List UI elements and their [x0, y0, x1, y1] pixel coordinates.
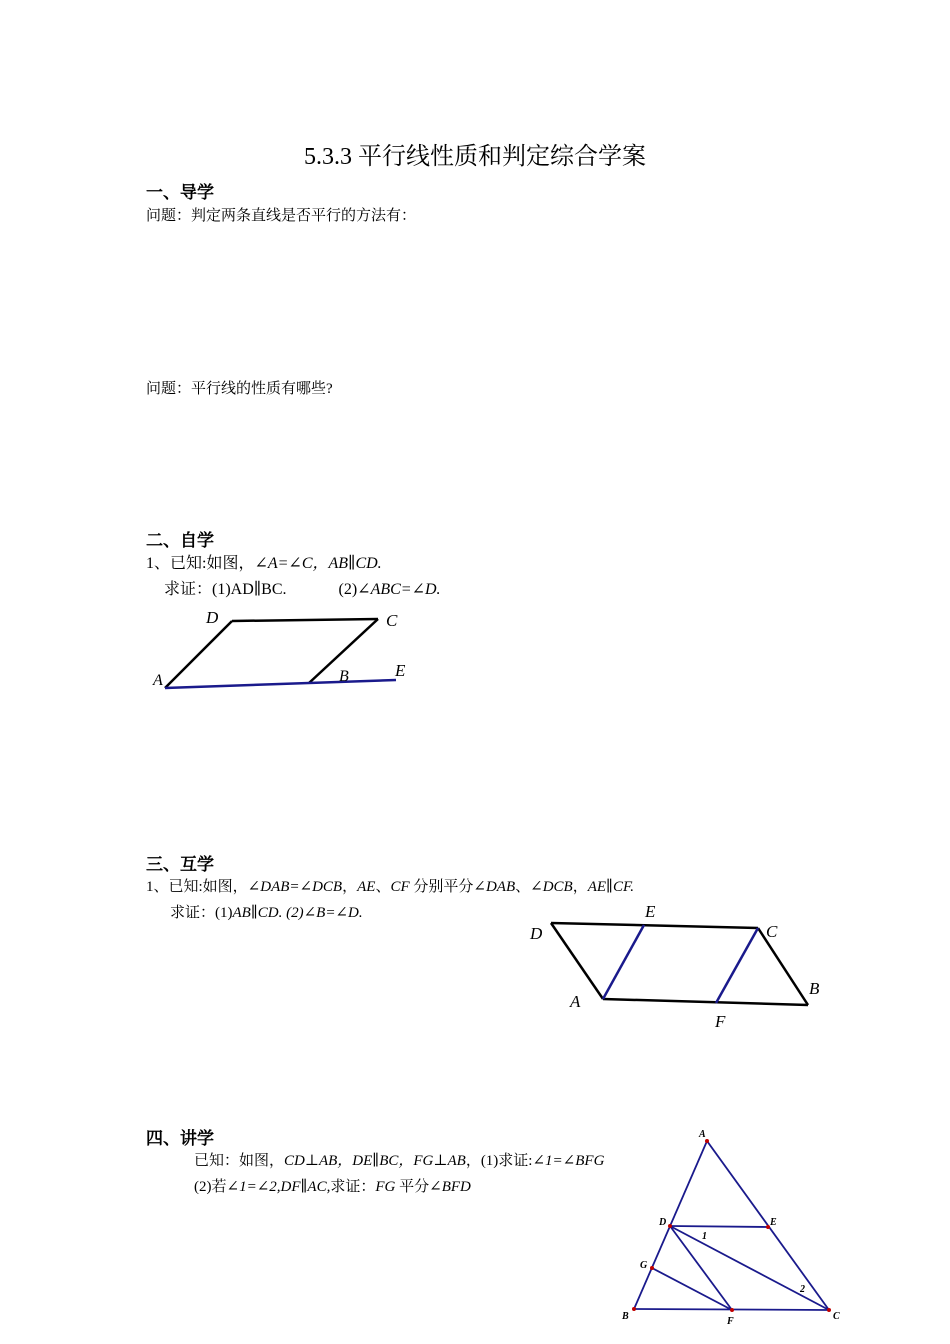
label-A: A: [153, 672, 163, 689]
sep-3: 、: [515, 879, 531, 895]
label-E: E: [395, 661, 406, 680]
segment-DC: [670, 1226, 829, 1310]
label-E: E: [770, 1217, 777, 1228]
label-B: B: [622, 1311, 629, 1322]
point-B: [632, 1307, 636, 1311]
line1-prefix: 已知：如图，: [194, 1153, 285, 1169]
segment-DF: [670, 1226, 732, 1310]
line1-mid: ，(1)求证:: [465, 1153, 533, 1169]
question-2: 问题：平行线的性质有哪些?: [146, 381, 333, 397]
label-A: A: [699, 1129, 706, 1140]
label-C: C: [386, 611, 398, 630]
section-heading-1: 一、导学: [146, 183, 214, 203]
label-D: D: [206, 608, 219, 627]
page-title: 5.3.3 平行线性质和判定综合学案: [304, 144, 646, 170]
sep-1: ，: [342, 879, 358, 895]
given-prefix: 1、已知:如图，: [146, 879, 248, 895]
section-heading-4: 四、讲学: [146, 1129, 214, 1149]
given-g: AE∥CF.: [587, 879, 634, 895]
label-B: B: [809, 979, 820, 998]
prove-2-math: ∠ABC=∠D.: [357, 581, 441, 598]
section-heading-2: 二、自学: [146, 531, 214, 551]
label-C: C: [833, 1311, 840, 1322]
label-E: E: [645, 902, 656, 921]
point-D: [668, 1224, 672, 1228]
question-1: 问题：判定两条直线是否平行的方法有：: [146, 208, 417, 224]
point-F: [730, 1308, 734, 1312]
label-D: D: [659, 1217, 667, 1228]
point-C: [827, 1308, 831, 1312]
prove-prefix: 求证：(1): [170, 905, 233, 921]
label-A: A: [570, 992, 581, 1011]
line2-prefix: (2)若: [194, 1179, 227, 1195]
line2-mid: 求证：: [330, 1179, 376, 1195]
section-heading-3: 三、互学: [146, 855, 214, 875]
label-D: D: [530, 924, 543, 943]
line1-math: CD⊥AB，DE∥BC，FG⊥AB: [284, 1153, 466, 1169]
label-B: B: [339, 668, 349, 685]
segment-DE: [670, 1226, 768, 1227]
line2-b: 平分: [395, 1179, 430, 1195]
given-e: ∠DAB: [473, 879, 516, 895]
line1-end: ∠1=∠BFG: [532, 1153, 605, 1169]
sep-4: ，: [572, 879, 588, 895]
point-G: [650, 1266, 654, 1270]
given-prefix: 1、已知:如图，: [146, 555, 255, 572]
label-angle-2: 2: [800, 1284, 805, 1295]
sep-2: 、: [375, 879, 391, 895]
label-F: F: [727, 1316, 734, 1327]
given-d: 分别平分: [409, 879, 474, 895]
segment-GF: [652, 1268, 732, 1310]
given-a: ∠DAB=∠DCB: [247, 879, 343, 895]
label-F: F: [715, 1012, 726, 1031]
line2-c: ∠BFD: [429, 1179, 471, 1195]
prove-prefix: 求证：(1)AD∥BC.: [164, 581, 287, 598]
label-angle-1: 1: [702, 1231, 707, 1242]
line2-math: ∠1=∠2,DF∥AC,: [226, 1179, 331, 1195]
line2-a: FG: [375, 1179, 396, 1195]
given-f: ∠DCB: [530, 879, 573, 895]
label-C: C: [766, 922, 778, 941]
given-math: ∠A=∠C，AB∥CD.: [254, 555, 382, 572]
given-c: CF: [390, 879, 410, 895]
given-b: AE: [357, 879, 376, 895]
prove-2-num: (2): [338, 581, 358, 598]
label-G: G: [640, 1260, 648, 1271]
prove-math: AB∥CD. (2)∠B=∠D.: [232, 905, 363, 921]
